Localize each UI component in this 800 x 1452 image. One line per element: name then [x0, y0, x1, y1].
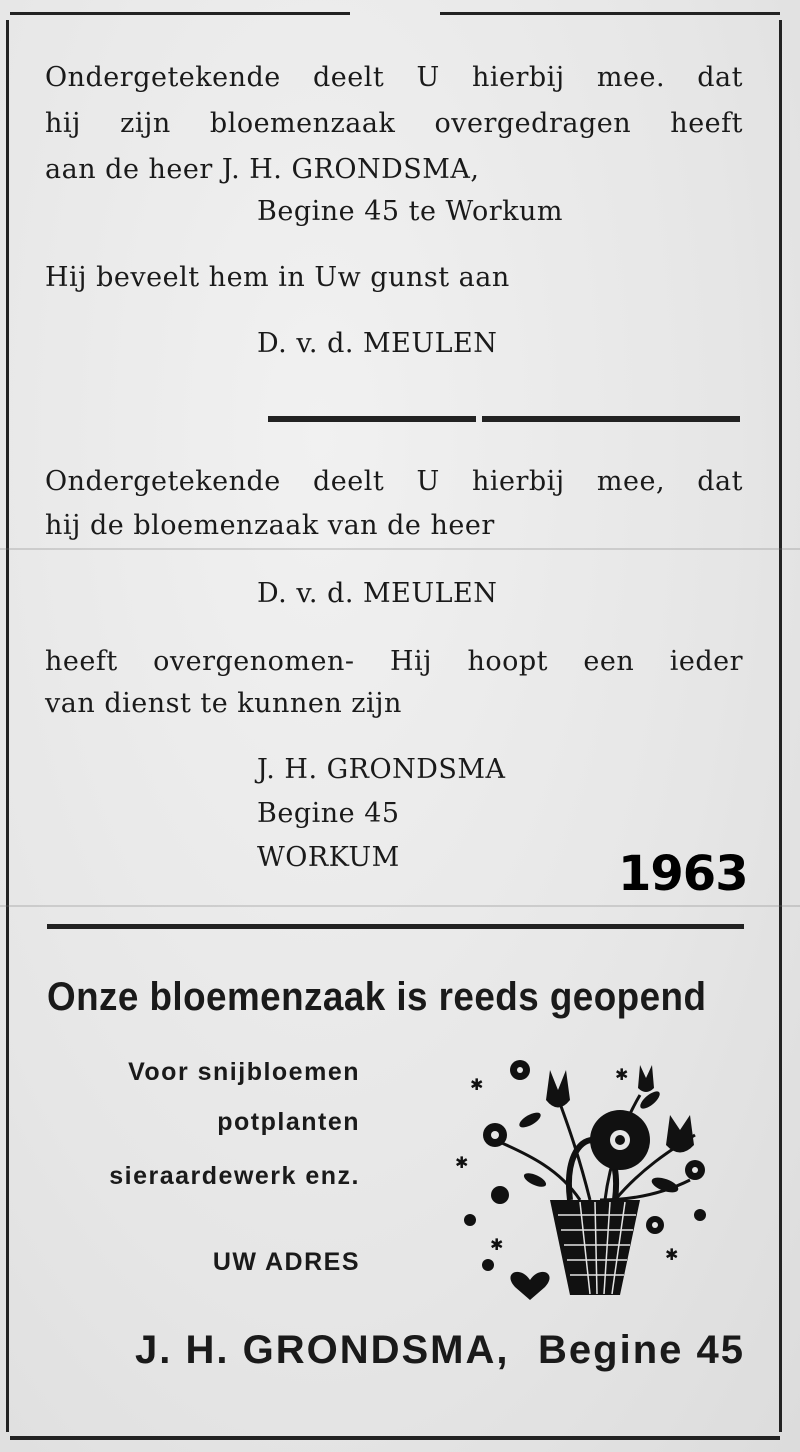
svg-text:✱: ✱ [455, 1153, 469, 1172]
bottom-rule [10, 1436, 780, 1440]
svg-text:✱: ✱ [490, 1235, 504, 1254]
ad-list-item: potplanten [217, 1108, 360, 1136]
notice-line: van dienst te kunnen zijn [45, 688, 402, 719]
flower-basket-icon [440, 1060, 740, 1314]
notice-signature-name: J. H. GRONDSMA [257, 754, 506, 785]
notice-line: heeft overgenomen- Hij hoopt een ieder [45, 646, 743, 677]
ad-headline: Onze bloemenzaak is reeds geopend [47, 975, 707, 1019]
ad-list-item: sieraardewerk enz. [109, 1162, 360, 1190]
notice-signature-street: Begine 45 [257, 798, 400, 829]
ad-list-item: Voor snijbloemen [128, 1058, 360, 1086]
notice-line: Ondergetekende deelt U hierbij mee, dat [45, 466, 743, 497]
divider-rule [47, 924, 744, 929]
ad-address-street: Begine 45 [538, 1328, 745, 1372]
svg-text:✱: ✱ [665, 1245, 679, 1264]
divider-rule [482, 416, 740, 422]
left-border [6, 20, 9, 1432]
notice-line: hij de bloemenzaak van de heer [45, 510, 495, 541]
top-rule [10, 12, 350, 15]
notice-line: Begine 45 te Workum [257, 196, 563, 227]
notice-signature-town: WORKUM [257, 842, 400, 873]
divider-rule [268, 416, 476, 422]
ad-address-name: J. H. GRONDSMA, [135, 1328, 510, 1372]
year-label: 1963 [618, 846, 748, 902]
notice-line: Hij beveelt hem in Uw gunst aan [45, 262, 510, 293]
svg-text:✱: ✱ [470, 1075, 484, 1094]
notice-line: hij zijn bloemenzaak overgedragen heeft [45, 108, 743, 139]
top-rule [440, 12, 780, 15]
paper-fold [0, 905, 800, 907]
notice-line: D. v. d. MEULEN [257, 578, 498, 609]
notice-line: aan de heer J. H. GRONDSMA, [45, 154, 480, 185]
paper-fold [0, 548, 800, 550]
notice-line: Ondergetekende deelt U hierbij mee. dat [45, 62, 743, 93]
svg-text:✱: ✱ [615, 1065, 629, 1084]
right-border [779, 20, 782, 1432]
notice-signature: D. v. d. MEULEN [257, 328, 498, 359]
ad-address-label: UW ADRES [212, 1248, 360, 1276]
ad-address [135, 1328, 745, 1373]
